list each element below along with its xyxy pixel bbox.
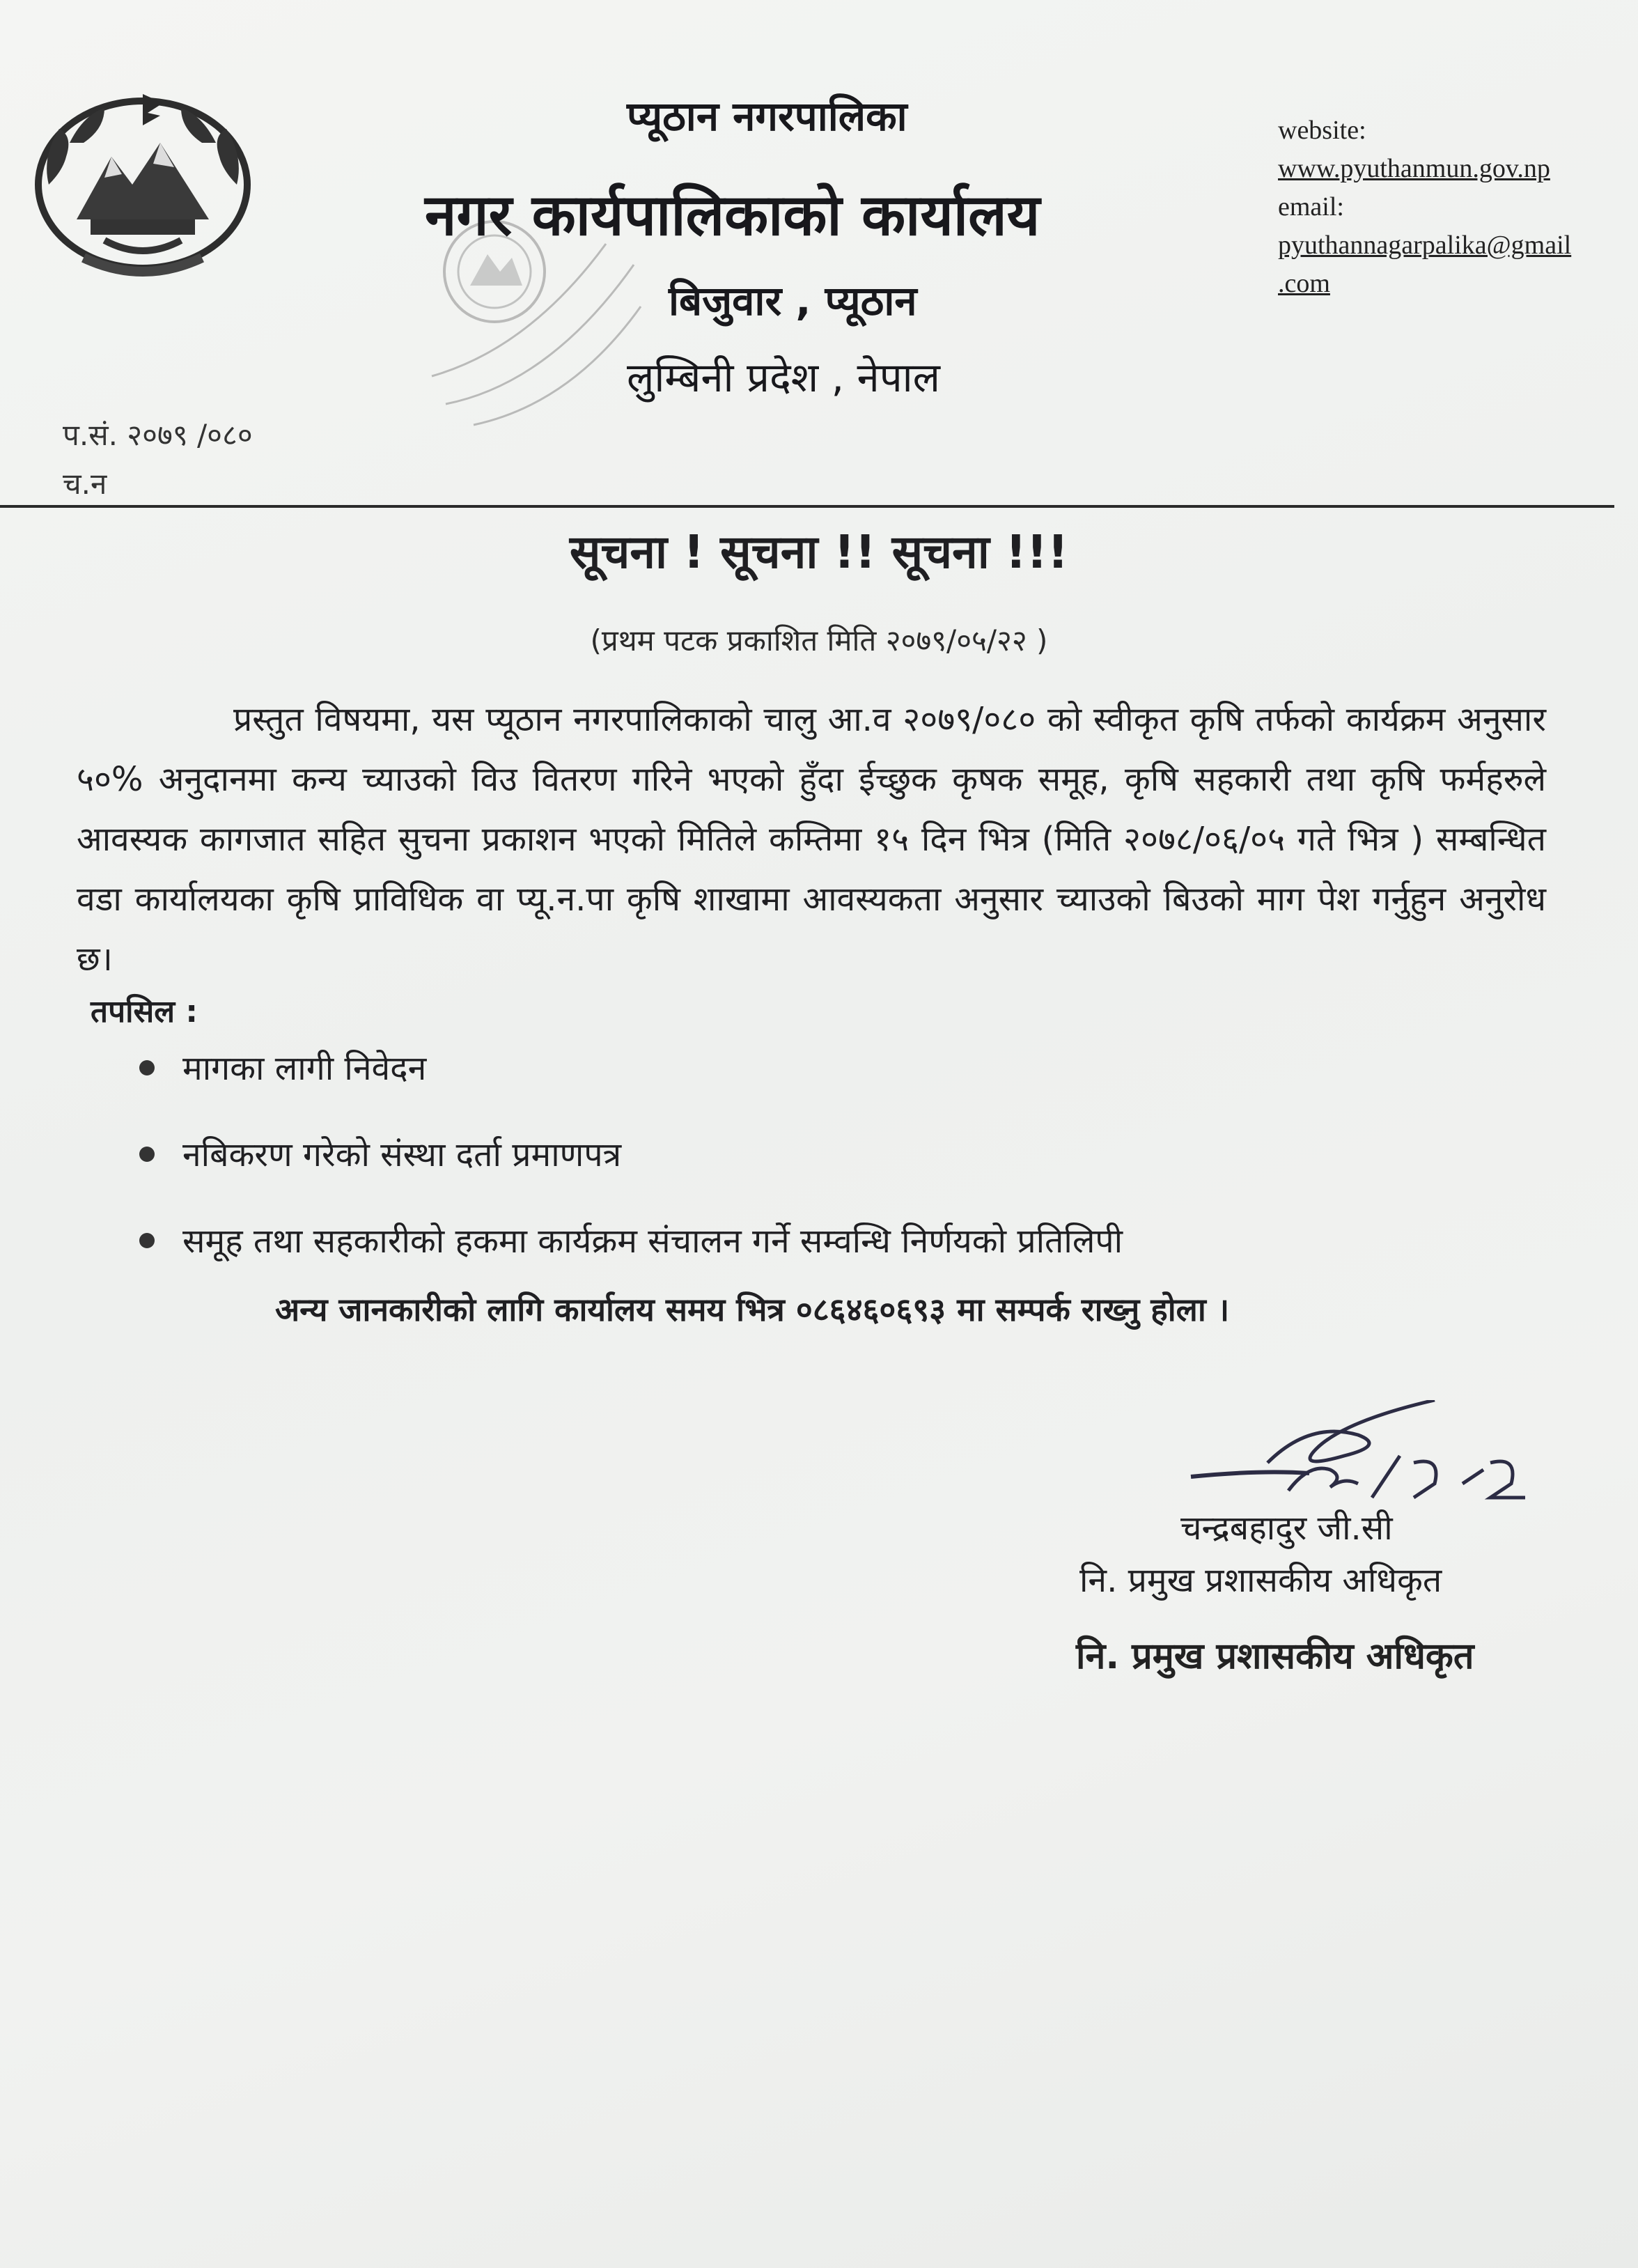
- signer-designation: नि. प्रमुख प्रशासकीय अधिकृत: [1079, 1561, 1442, 1600]
- website-link[interactable]: www.pyuthanmun.gov.np: [1278, 154, 1550, 183]
- notice-title: सूचना ! सूचना !! सूचना !!!: [569, 525, 1069, 579]
- dispatch-number: च.न: [63, 467, 107, 501]
- handwritten-signature: [1184, 1400, 1546, 1512]
- list-item: मागका लागी निवेदन: [139, 1045, 1123, 1131]
- contact-instruction: अन्य जानकारीको लागि कार्यालय समय भित्र ०८६४६०६९३ मा सम्पर्क राख्नु होला ।: [275, 1291, 1230, 1328]
- bullet-icon: [139, 1060, 155, 1075]
- signer-name: चन्द्रबहादुर जी.सी: [1180, 1509, 1393, 1548]
- notice-body: प्रस्तुत विषयमा, यस प्यूठान नगरपालिकाको चालु आ.व २०७९/०८० को स्वीकृत कृषि तर्फको कार्यक्रम अनुसार ५०% अनुदानमा कन्य च्याउको विउ वितरण गरिने भएको हुँदा ईच्छुक कृषक समूह, कृषि सहकारी तथा कृषि फर्महरुले आवस्यक कागजात सहित सुचना प्रकाशन भएको मितिले कम्तिमा १५ दिन भित्र (मिति २०७८/०६/०५ गते भित्र ) सम्बन्धित वडा कार्यालयका कृषि प्राविधिक वा प्यू.न.पा कृषि शाखामा आवस्यकता अनुसार च्याउको बिउको माग पेश गर्नुहुन अनुरोध छ।: [77, 700, 1546, 979]
- nepal-emblem-logo: [28, 80, 258, 279]
- email-label: email:: [1278, 192, 1344, 222]
- publication-date: (प्रथम पटक प्रकाशित मिति २०७९/०५/२२ ): [590, 623, 1048, 658]
- fiscal-year-reference: प.सं. २०७९ /०८०: [63, 418, 253, 452]
- municipality-name: प्यूठान नगरपालिका: [627, 93, 907, 140]
- requirements-list: [139, 1045, 1123, 1304]
- email-link[interactable]: pyuthannagarpalika@gmail: [1278, 231, 1572, 260]
- bullet-icon: [139, 1233, 155, 1248]
- details-heading: तपसिल :: [91, 994, 198, 1030]
- reference-block: [63, 411, 253, 508]
- website-label: website:: [1278, 116, 1366, 145]
- email-link-continued[interactable]: .com: [1278, 269, 1330, 298]
- contact-block: [1278, 111, 1571, 303]
- designation-stamp: नि. प्रमुख प्रशासकीय अधिकृत: [1076, 1636, 1474, 1677]
- office-title: नगर कार्यपालिकाको कार्यालय: [425, 182, 1040, 249]
- list-item: नबिकरण गरेको संस्था दर्ता प्रमाणपत्र: [139, 1131, 1123, 1218]
- list-item: समूह तथा सहकारीको हकमा कार्यक्रम संचालन गर्ने सम्वन्धि निर्णयको प्रतिलिपी: [139, 1218, 1123, 1304]
- bullet-icon: [139, 1147, 155, 1162]
- header-divider: [0, 505, 1614, 508]
- office-location: बिजुवार , प्यूठान: [669, 277, 917, 325]
- province-country: लुम्बिनी प्रदेश , नेपाल: [627, 354, 940, 401]
